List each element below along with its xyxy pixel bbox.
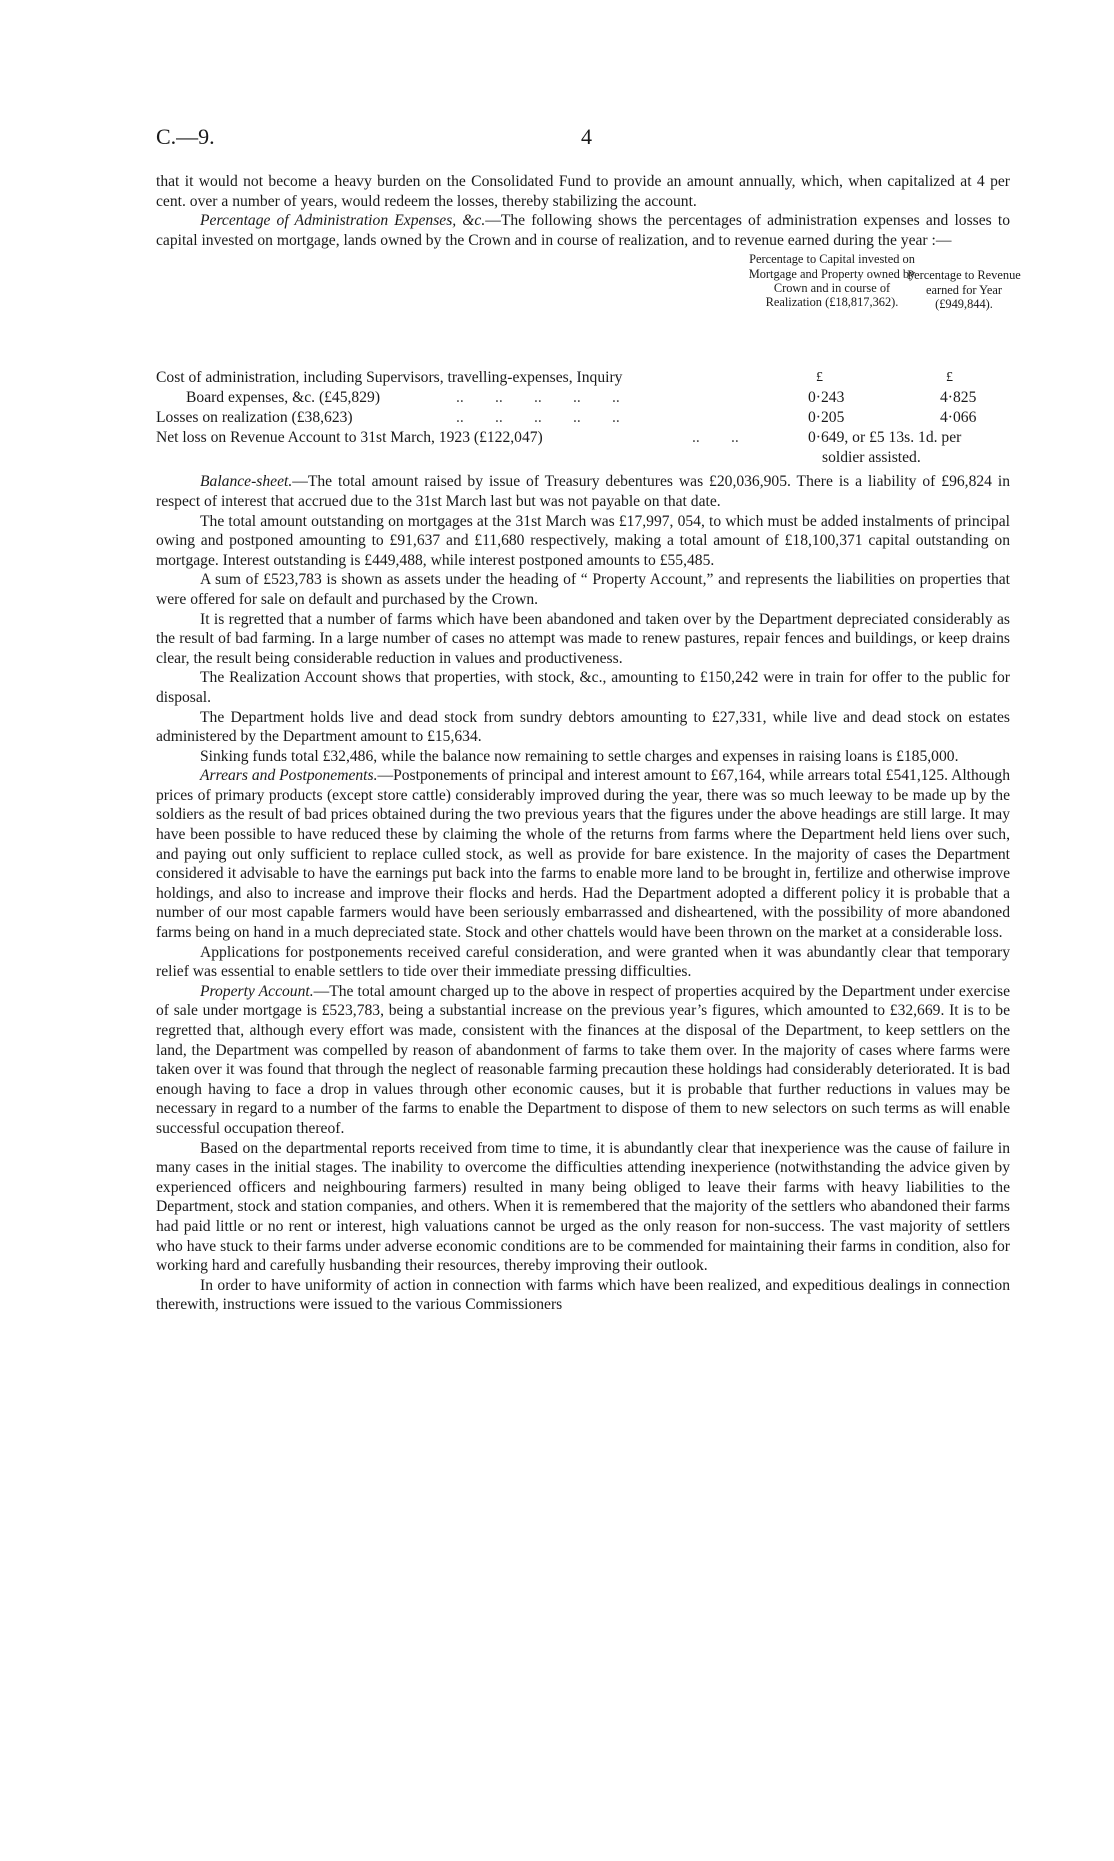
unit-symbol: £ [946, 370, 953, 386]
paragraph: The Department holds live and dead stock from sundry debtors amounting to £27,331, while live and dead stock on estates administered by the Department amount to £15,634. [156, 708, 1010, 746]
column-header-capital: Percentage to Capital invested on Mortgage and Property owned by Crown and in course of Realization (£18,817,362). [748, 252, 916, 309]
document-code: C.—9. [156, 124, 215, 149]
value-revenue: 4·825 [940, 389, 977, 407]
section-heading: Property Account. [200, 982, 314, 1000]
percentage-table [156, 368, 1010, 468]
table-row [156, 408, 1010, 428]
paragraph-text: —The total amount raised by issue of Treasury debentures was £20,036,905. There is a liability of £96,824 in respect of interest that accrued due to the 31st March last but was not payable on that date. [156, 473, 1010, 510]
row-label: Board expenses, &c. (£45,829) [186, 389, 381, 407]
table-row [156, 428, 1010, 448]
value-continuation: soldier assisted. [822, 449, 921, 467]
page-number: 4 [581, 124, 592, 149]
section-heading: Percentage of Administration Expenses, &c. [200, 212, 486, 230]
row-label: Net loss on Revenue Account to 31st March, 1923 (£122,047) [156, 429, 543, 447]
paragraph: The Realization Account shows that properties, with stock, &c., amounting to £150,242 were in train for offer to the public for disposal. [156, 669, 1010, 706]
leader-dots: .. .. .. .. .. [456, 409, 620, 427]
paragraph [156, 766, 1010, 942]
paragraph-text: —The total amount charged up to the above in respect of properties acquired by the Department under exercise of sale under mortgage is £523,783, being a substantial increase on the previous year’s figures, which amounted to £32,669. It is to be regretted that, although every effort was made, consistent with the finances at the disposal of the Department, to keep settlers on the land, the Department was compelled by reason of abandonment of farms to take them over. In the majority of cases where farms were taken over it was found that through the neglect of reasonable farming precaution these holdings had considerably deteriorated. It is bad enough having to face a drop in values through other economic causes, but it is probable that further reductions in values may be necessary in regard to a number of the farms to enable the Department to dispose of them to new selectors on such terms as will enable successful occupation thereof. [156, 982, 1010, 1137]
paragraph [156, 211, 1010, 250]
column-header-revenue: Percentage to Revenue earned for Year (£949,844). [907, 268, 1021, 311]
paragraph [156, 472, 1010, 511]
section-heading: Arrears and Postponements. [200, 767, 378, 785]
paragraph: It is regretted that a number of farms which have been abandoned and taken over by the Department depreciated considerably as the result of bad farming. In a large number of cases no attempt was made to renew pastures, repair fences and buildings, or keep drains clear, the result being considerable reduction in values and productiveness. [156, 610, 1010, 667]
leader-dots: .. .. .. .. .. [456, 389, 620, 407]
value-revenue: 4·066 [940, 409, 977, 427]
leader-dots: .. .. [692, 429, 739, 447]
row-label: Cost of administration, including Supervisors, travelling-expenses, Inquiry [156, 369, 623, 387]
paragraph: Applications for postponements received careful consideration, and were granted when it was abundantly clear that temporary relief was essential to enable settlers to tide over their immediate pressing difficulties. [156, 943, 1010, 981]
paragraph: The total amount outstanding on mortgages at the 31st March was £17,997, 054, to which must be added instalments of principal owing and postponed amounting to £91,637 and £11,680 respectively, making a total amount of £18,100,371 capital outstanding on mortgage. Interest outstanding is £449,488, while interest postponed amounts to £55,485. [156, 512, 1010, 569]
table-row [156, 448, 1010, 468]
table-row [156, 388, 1010, 408]
row-label: Losses on realization (£38,623) [156, 409, 353, 427]
table-column-headers [156, 252, 1021, 368]
paragraph-text: —Postponements of principal and interest amount to £67,164, while arrears total £541,125. Although prices of primary products (except store cattle) considerably improved during the year, there was so much leeway to be made up by the soldiers as the result of bad prices obtained during the two previous years that the figures under the above headings are still large. It may have been possible to have reduced these by claiming the whole of the returns from farms where the Department held liens over such, and paying out only sufficient to replace culled stock, as well as provide for bare existence. In the majority of cases the Department considered it advisable to have the earnings put back into the farms to enable more land to be brought in, fertilize and otherwise improve holdings, and also to increase and improve their flocks and herds. Had the Department adopted a different policy it is probable that a number of our most capable farmers would have been seriously embarrassed and disheartened, with the possibility of more abandoned farms being on hand in a much depreciated state. Stock and other chattels would have been thrown on the market at a considerable loss. [156, 767, 1010, 942]
value-capital: 0·649, or £5 13s. 1d. per [808, 429, 962, 447]
value-capital: 0·243 [808, 389, 845, 407]
page-header [156, 124, 1006, 154]
paragraph: Sinking funds total £32,486, while the balance now remaining to settle charges and expenses in raising loans is £185,000. [200, 747, 959, 765]
paragraph: In order to have uniformity of action in connection with farms which have been realized, and expeditious dealings in connection therewith, instructions were issued to the various Commissioners [156, 1276, 1010, 1314]
unit-symbol: £ [816, 370, 823, 386]
paragraph: that it would not become a heavy burden on the Consolidated Fund to provide an amount annually, which, when capitalized at 4 per cent. over a number of years, would redeem the losses, thereby stabilizing the account. [156, 173, 1010, 210]
paragraph-text: —The following shows the percentages of administration expenses and losses to capital invested on mortgage, lands owned by the Crown and in course of realization, and to revenue earned during the year :— [156, 212, 1011, 249]
value-capital: 0·205 [808, 409, 845, 427]
section-heading: Balance-sheet. [200, 473, 293, 491]
paragraph [156, 982, 1010, 1139]
body-text [156, 172, 1021, 1315]
paragraph: A sum of £523,783 is shown as assets under the heading of “ Property Account,” and represents the liabilities on properties that were offered for sale on default and purchased by the Crown. [156, 571, 1010, 608]
paragraph: Based on the departmental reports received from time to time, it is abundantly clear that inexperience was the cause of failure in many cases in the initial stages. The inability to overcome the difficulties attending inexperience (notwithstanding the advice given by experienced officers and neighbouring farmers) resulted in many being obliged to leave their farms with heavy liabilities to the Department, stock and station companies, and others. When it is remembered that the majority of the settlers who abandoned their farms had paid little or no rent or interest, high valuations cannot be urged as the only reason for non-success. The vast majority of settlers who have stuck to their farms under adverse economic conditions are to be commended for maintaining their farms in condition, also for working hard and carefully husbanding their resources, thereby improving their outlook. [156, 1139, 1010, 1275]
table-row [156, 368, 1010, 388]
